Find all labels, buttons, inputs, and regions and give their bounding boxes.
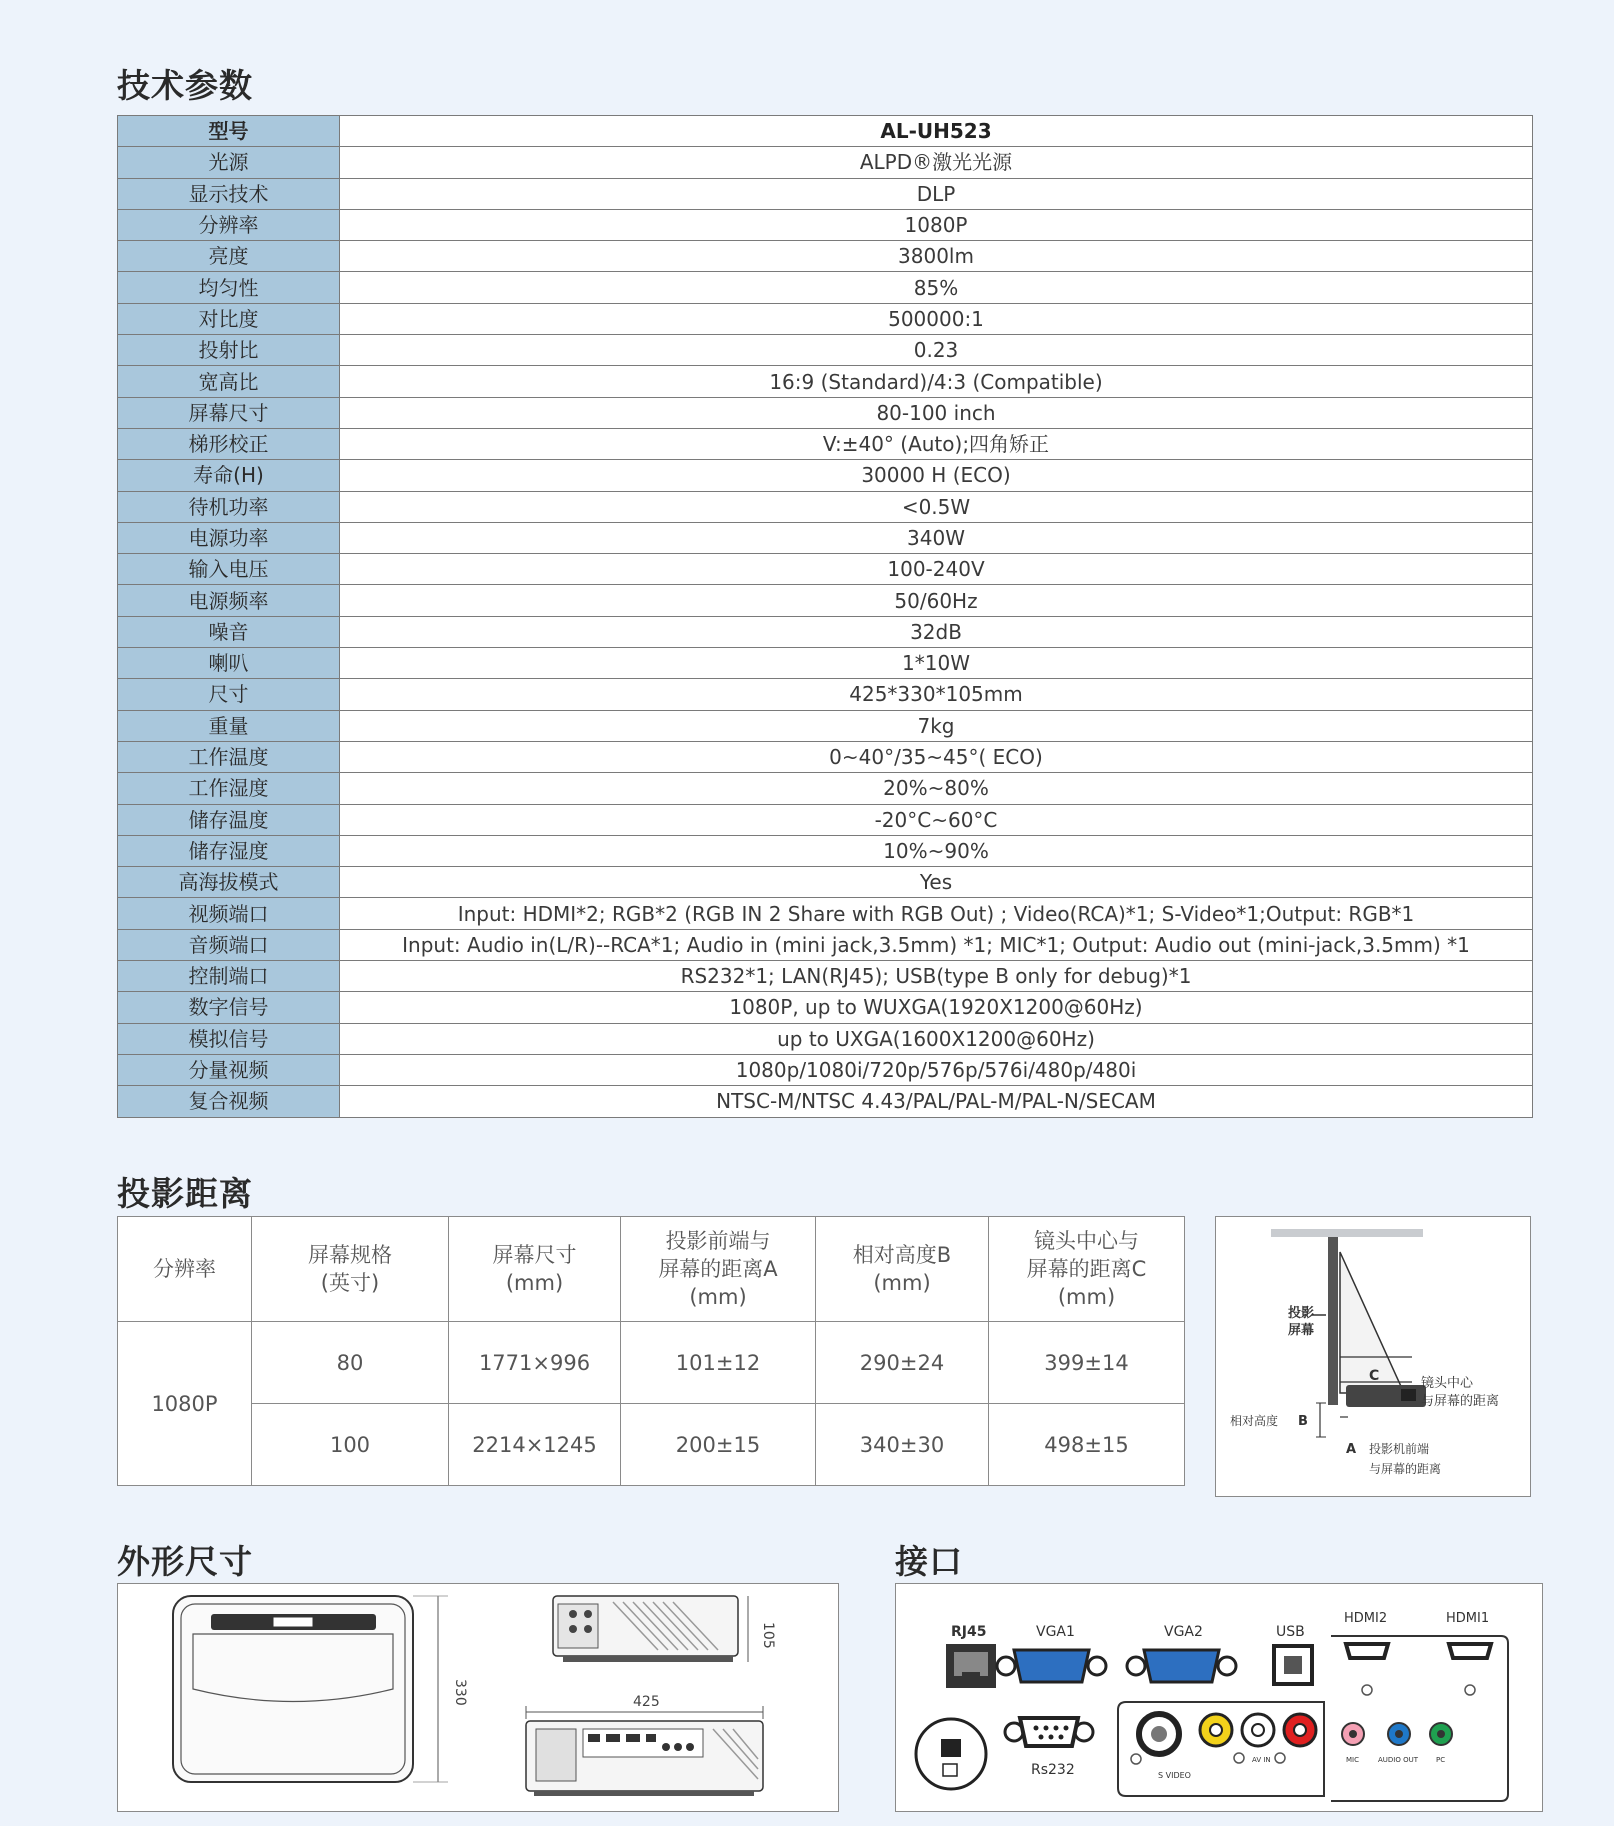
spec-value: Input: HDMI*2; RGB*2 (RGB IN 2 Share with RGB Out) ; Video(RCA)*1; S-Video*1;Output: RGB*1 [340,898,1533,929]
avin-label: AV IN [1252,1756,1271,1764]
ports-panel [895,1583,1543,1812]
spec-key: 均匀性 [118,272,340,303]
height-label: 105 [760,1622,776,1649]
spec-key: 工作湿度 [118,773,340,804]
spec-key: 电源频率 [118,585,340,616]
spec-row [118,522,1533,553]
spec-value: 32dB [340,616,1533,647]
height-label: 相对高度 [1230,1414,1279,1428]
spec-key: 尺寸 [118,679,340,710]
dist-a-cell: 200±15 [621,1404,816,1486]
spec-row [118,491,1533,522]
size-inch-cell: 80 [252,1322,449,1404]
header-screen-size: 屏幕尺寸 (mm) [449,1217,621,1322]
spec-value: 0.23 [340,335,1533,366]
spec-key: 待机功率 [118,491,340,522]
header-height-b: 相对高度B (mm) [816,1217,989,1322]
spec-row [118,366,1533,397]
spec-key: 噪音 [118,616,340,647]
spec-row [118,804,1533,835]
spec-key: 复合视频 [118,1086,340,1117]
label-b: B [1298,1414,1308,1429]
spec-key: 分量视频 [118,1054,340,1085]
spec-value: RS232*1; LAN(RJ45); USB(type B only for debug)*1 [340,961,1533,992]
spec-key: 对比度 [118,303,340,334]
lens-label-1: 镜头中心 [1421,1376,1474,1391]
spec-row [118,303,1533,334]
header-resolution: 分辨率 [118,1217,252,1322]
spec-value: 1080p/1080i/720p/576p/576i/480p/480i [340,1054,1533,1085]
spec-value: ALPD®激光光源 [340,147,1533,178]
spec-row [118,992,1533,1023]
spec-value: V:±40° (Auto);四角矫正 [340,428,1533,459]
spec-value: 3800lm [340,241,1533,272]
spec-row [118,178,1533,209]
size-inch-cell: 100 [252,1404,449,1486]
spec-row [118,835,1533,866]
hdmi2-port [1346,1644,1388,1658]
label-a: A [1346,1442,1357,1457]
distance-table [117,1216,1185,1486]
spec-row [118,272,1533,303]
mic-label: MIC [1346,1756,1359,1764]
spec-key: 控制端口 [118,961,340,992]
distance-row-100 [118,1404,1185,1486]
spec-key: 显示技术 [118,178,340,209]
spec-key: 寿命(H) [118,460,340,491]
screen-mm-cell: 2214×1245 [449,1404,621,1486]
spec-key: 工作温度 [118,741,340,772]
spec-row [118,616,1533,647]
hdmi1-port [1449,1644,1491,1658]
spec-key: 储存湿度 [118,835,340,866]
spec-value: Input: Audio in(L/R)--RCA*1; Audio in (mini jack,3.5mm) *1; MIC*1; Output: Audio out (mini-jack,3.5mm) *1 [340,929,1533,960]
dist-a-cell: 101±12 [621,1322,816,1404]
depth-label: 330 [452,1679,468,1706]
spec-value: DLP [340,178,1533,209]
screen-mm-cell: 1771×996 [449,1322,621,1404]
spec-row [118,585,1533,616]
spec-value: 16:9 (Standard)/4:3 (Compatible) [340,366,1533,397]
rj45-label: RJ45 [951,1624,987,1640]
spec-value: 425*330*105mm [340,679,1533,710]
spec-value: 85% [340,272,1533,303]
spec-key: 投射比 [118,335,340,366]
spec-row [118,1054,1533,1085]
spec-value: 500000:1 [340,303,1533,334]
spec-value: 100-240V [340,554,1533,585]
spec-key: 屏幕尺寸 [118,397,340,428]
spec-key: 电源功率 [118,522,340,553]
spec-key: 视频端口 [118,898,340,929]
spec-key: 梯形校正 [118,428,340,459]
spec-header-row [118,116,1533,147]
spec-value: 30000 H (ECO) [340,460,1533,491]
spec-value: 340W [340,522,1533,553]
spec-row [118,1086,1533,1117]
spec-row [118,648,1533,679]
spec-row [118,867,1533,898]
header-distance-c: 镜头中心与 屏幕的距离C (mm) [989,1217,1185,1322]
spec-key: 分辨率 [118,209,340,240]
vga1-label: VGA1 [1036,1624,1075,1640]
vga2-label: VGA2 [1164,1624,1203,1640]
ceiling-bar [1271,1229,1423,1237]
spec-value: 50/60Hz [340,585,1533,616]
spec-value: up to UXGA(1600X1200@60Hz) [340,1023,1533,1054]
vga2-port [1127,1650,1236,1682]
spec-row [118,554,1533,585]
header-screen-spec: 屏幕规格 (英寸) [252,1217,449,1322]
svideo-label: S VIDEO [1158,1771,1191,1780]
spec-row [118,679,1533,710]
specs-section-title: 技术参数 [117,66,253,105]
dist-c-cell: 498±15 [989,1404,1185,1486]
spec-row [118,335,1533,366]
front-label-2: 与屏幕的距离 [1369,1462,1442,1476]
audio-out-label: AUDIO OUT [1378,1756,1419,1764]
rs232-label: Rs232 [1031,1762,1075,1778]
spec-value: -20°C~60°C [340,804,1533,835]
spec-row [118,460,1533,491]
spec-row [118,710,1533,741]
spec-header-value: AL-UH523 [340,116,1533,147]
spec-value: 7kg [340,710,1533,741]
height-b-cell: 290±24 [816,1322,989,1404]
spec-key: 喇叭 [118,648,340,679]
screen-label-2: 屏幕 [1288,1323,1315,1338]
lens-label-2: 与屏幕的距离 [1421,1394,1500,1409]
spec-key: 音频端口 [118,929,340,960]
spec-row [118,1023,1533,1054]
hdmi1-label: HDMI1 [1446,1611,1490,1626]
spec-value: 10%~90% [340,835,1533,866]
projection-diagram [1216,1217,1530,1496]
spec-value: 0~40°/35~45°( ECO) [340,741,1533,772]
spec-row [118,147,1533,178]
spec-header-key: 型号 [118,116,340,147]
spec-value: Yes [340,867,1533,898]
spec-value: 1080P, up to WUXGA(1920X1200@60Hz) [340,992,1533,1023]
dimensions-panel [117,1583,839,1812]
spec-row [118,773,1533,804]
spec-row [118,961,1533,992]
label-c: C [1369,1368,1380,1384]
screen-label-1: 投影 [1288,1306,1315,1321]
projection-diagram-panel [1215,1216,1531,1497]
spec-key: 输入电压 [118,554,340,585]
ports-section-title: 接口 [895,1542,963,1581]
hdmi1-indicator-icon [1465,1685,1475,1695]
resolution-cell: 1080P [118,1322,252,1486]
dist-c-cell: 399±14 [989,1322,1185,1404]
spec-value: 20%~80% [340,773,1533,804]
hdmi2-indicator-icon [1362,1685,1372,1695]
spec-row [118,397,1533,428]
distance-section-title: 投影距离 [117,1174,253,1213]
spec-key: 光源 [118,147,340,178]
spec-value: 80-100 inch [340,397,1533,428]
screen-panel [1328,1237,1338,1405]
spec-value: NTSC-M/NTSC 4.43/PAL/PAL-M/PAL-N/SECAM [340,1086,1533,1117]
hdmi2-label: HDMI2 [1344,1611,1388,1626]
spec-row [118,929,1533,960]
spec-key: 模拟信号 [118,1023,340,1054]
spec-value: 1*10W [340,648,1533,679]
spec-row [118,209,1533,240]
front-label-1: 投影机前端 [1369,1442,1430,1456]
distance-row-80 [118,1322,1185,1404]
spec-row [118,428,1533,459]
projector-lens [1401,1389,1416,1401]
spec-key: 宽高比 [118,366,340,397]
rs232-port [1005,1718,1093,1746]
spec-key: 储存温度 [118,804,340,835]
dimensions-section-title: 外形尺寸 [117,1542,253,1581]
spec-key: 高海拔模式 [118,867,340,898]
distance-header-row [118,1217,1185,1322]
usb-label: USB [1276,1624,1305,1640]
spec-table [117,115,1533,1118]
height-b-cell: 340±30 [816,1404,989,1486]
ports-drawing [896,1584,1542,1811]
spec-row [118,898,1533,929]
dimensions-drawing [118,1584,838,1811]
spec-key: 数字信号 [118,992,340,1023]
spec-row [118,241,1533,272]
spec-value: <0.5W [340,491,1533,522]
header-distance-a: 投影前端与 屏幕的距离A (mm) [621,1217,816,1322]
spec-row [118,741,1533,772]
spec-value: 1080P [340,209,1533,240]
spec-key: 亮度 [118,241,340,272]
spec-key: 重量 [118,710,340,741]
pc-label: PC [1436,1756,1446,1764]
width-label: 425 [633,1694,660,1710]
vga1-port [997,1650,1106,1682]
